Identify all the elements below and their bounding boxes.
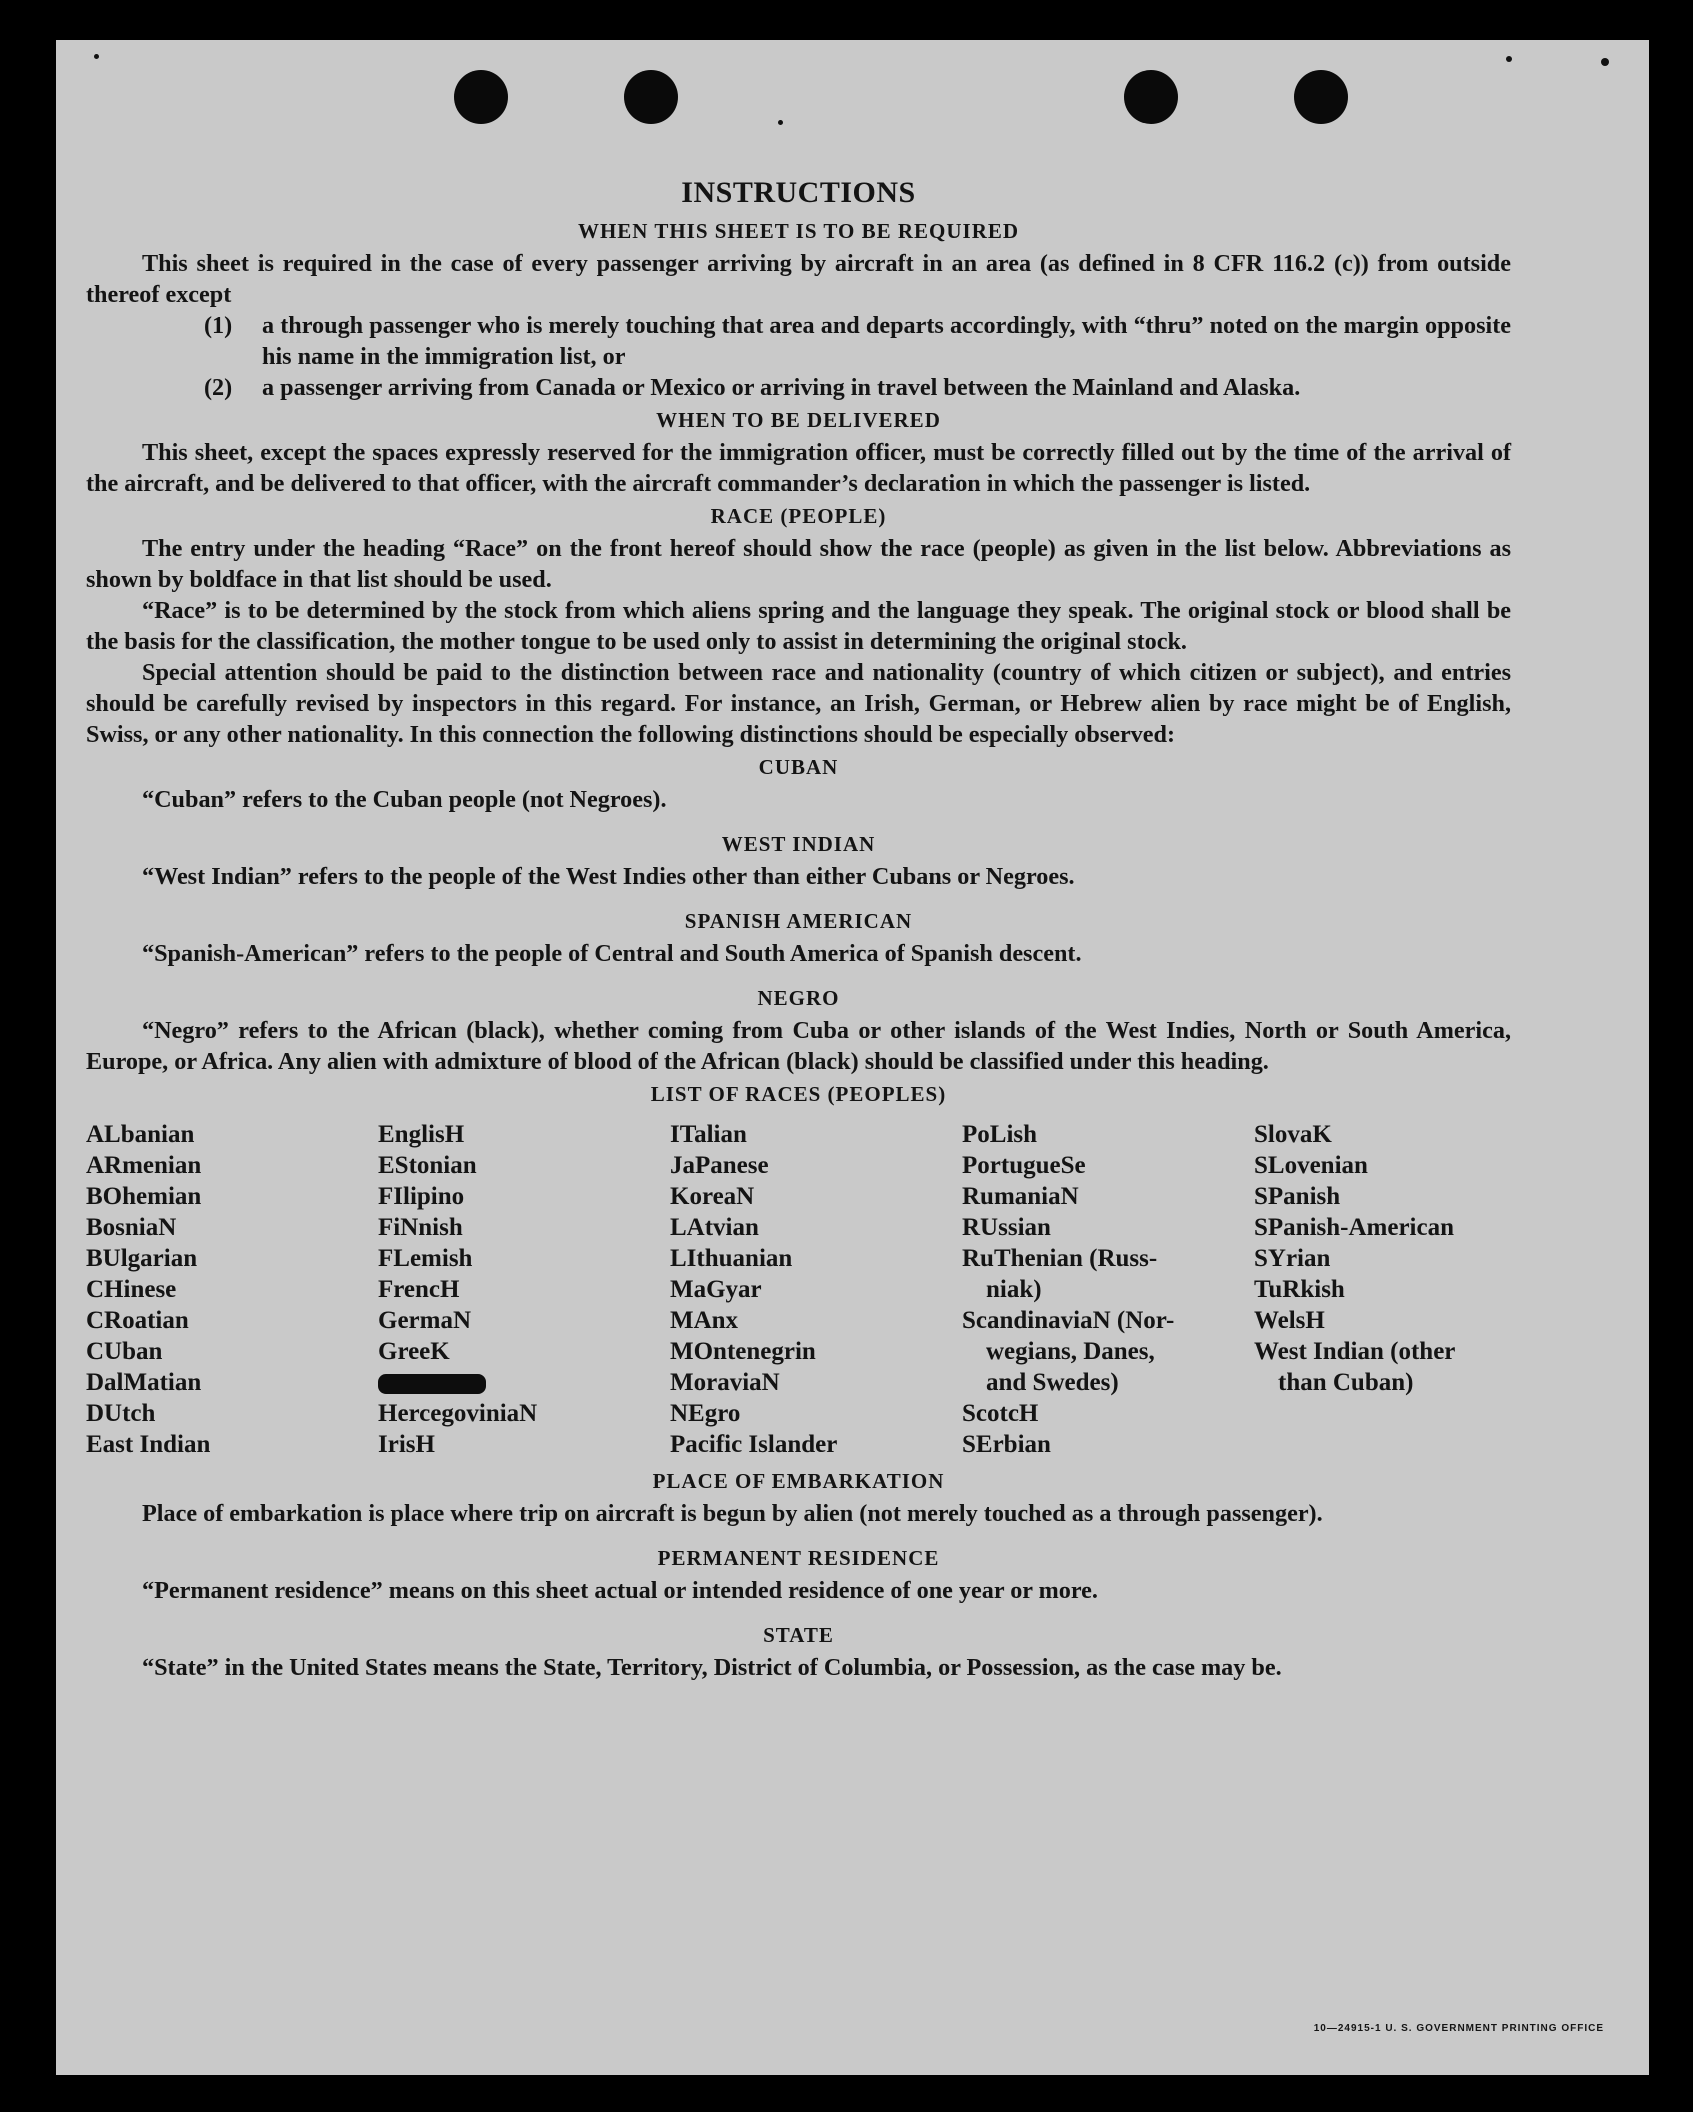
race-entry-continuation: niak) [986, 1276, 1042, 1303]
race-entry: DUtch [86, 1400, 156, 1427]
section-heading: SPANISH AMERICAN [684, 909, 913, 933]
race-entry: RuThenian (Russ- [962, 1245, 1158, 1272]
punch-hole [454, 70, 508, 124]
speck-mark [1601, 58, 1609, 66]
race-entry: LAtvian [670, 1214, 759, 1241]
paragraph: “Cuban” refers to the Cuban people (not Negroes). [142, 786, 667, 813]
race-entry: BOhemian [86, 1183, 202, 1210]
paragraph: This sheet is required in the case of every passenger arriving by aircraft in an area (as defined in 8 CFR 116.2 (c)) from outside thereof except [86, 250, 1511, 308]
race-entry: SErbian [962, 1431, 1051, 1458]
section-heading: STATE [763, 1623, 834, 1647]
race-entry: ScotcH [962, 1400, 1039, 1427]
paragraph: “Spanish-American” refers to the people of Central and South America of Spanish descent. [142, 940, 1082, 967]
races-column [86, 1119, 378, 1460]
paragraph: “Negro” refers to the African (black), whether coming from Cuba or other islands of the West Indies, North or South America, Europe, or Africa. Any alien with admixture of blood of the African (black) should be classified under this heading. [86, 1017, 1511, 1075]
race-entry: SlovaK [1254, 1121, 1332, 1148]
race-entry: FrencH [378, 1276, 460, 1303]
section-heading: CUBAN [758, 755, 839, 779]
section-heading: RACE (PEOPLE) [710, 504, 887, 528]
section-heading: WEST INDIAN [721, 832, 876, 856]
race-entry: FiNnish [378, 1214, 463, 1241]
paragraph: The entry under the heading “Race” on the front hereof should show the race (people) as given in the list below. Abbreviations as shown by boldface in that list should be used. [86, 535, 1511, 593]
race-entry: RUssian [962, 1214, 1051, 1241]
race-entry: West Indian (other [1254, 1338, 1456, 1365]
race-entry: ALbanian [86, 1121, 195, 1148]
list-item-number: (1) [204, 312, 233, 339]
race-entry: PortugueSe [962, 1152, 1086, 1179]
race-entry: CUban [86, 1338, 163, 1365]
race-entry: East Indian [86, 1431, 211, 1458]
race-entry: SPanish-American [1254, 1214, 1454, 1241]
speck-mark [778, 120, 783, 125]
page-title: INSTRUCTIONS [681, 176, 916, 209]
race-entry: WelsH [1254, 1307, 1325, 1334]
race-entry: EnglisH [378, 1121, 465, 1148]
race-entry: CHinese [86, 1276, 177, 1303]
races-column [1254, 1119, 1511, 1460]
races-list [86, 1119, 1511, 1460]
race-entry: FIlipino [378, 1183, 465, 1210]
section-heading: WHEN THIS SHEET IS TO BE REQUIRED [577, 219, 1020, 243]
race-entry: RumaniaN [962, 1183, 1079, 1210]
race-entry: ScandinaviaN (Nor- [962, 1307, 1175, 1334]
race-entry: BUlgarian [86, 1245, 198, 1272]
section-heading: NEGRO [757, 986, 840, 1010]
list-item [86, 310, 1511, 372]
race-entry: IrisH [378, 1431, 435, 1458]
races-column [378, 1119, 670, 1460]
redaction-mark [378, 1374, 486, 1394]
race-entry: BosniaN [86, 1214, 177, 1241]
race-entry: EStonian [378, 1152, 477, 1179]
punch-hole [624, 70, 678, 124]
redacted-entry [378, 1367, 670, 1398]
race-entry: GermaN [378, 1307, 472, 1334]
section-heading: PERMANENT RESIDENCE [657, 1546, 940, 1570]
race-entry: Pacific Islander [670, 1431, 838, 1458]
paragraph: “West Indian” refers to the people of the West Indies other than either Cubans or Negroes. [142, 863, 1075, 890]
race-entry: MAnx [670, 1307, 739, 1334]
race-entry: KoreaN [670, 1183, 755, 1210]
document-page [56, 40, 1649, 2075]
race-entry: SLovenian [1254, 1152, 1368, 1179]
paragraph: This sheet, except the spaces expressly reserved for the immigration officer, must be correctly filled out by the time of the arrival of the aircraft, and be delivered to that officer, with the aircraft commander’s declaration in which the passenger is listed. [86, 439, 1511, 497]
race-entry-continuation: than Cuban) [1278, 1369, 1414, 1396]
race-entry: FLemish [378, 1245, 473, 1272]
instructions-body [86, 172, 1511, 1683]
punch-hole [1124, 70, 1178, 124]
race-entry: ITalian [670, 1121, 747, 1148]
races-column [670, 1119, 962, 1460]
race-entry: MOntenegrin [670, 1338, 816, 1365]
race-entry: CRoatian [86, 1307, 189, 1334]
race-entry: GreeK [378, 1338, 450, 1365]
race-entry-continuation: wegians, Danes, [986, 1338, 1155, 1365]
paragraph: Place of embarkation is place where trip on aircraft is begun by alien (not merely touched as a through passenger). [142, 1500, 1323, 1527]
punch-hole [1294, 70, 1348, 124]
list-item-text: a through passenger who is merely touching that area and departs accordingly, with “thru” noted on the margin opposite his name in the immigration list, or [262, 312, 1511, 370]
section-heading: WHEN TO BE DELIVERED [656, 408, 941, 432]
race-entry: SPanish [1254, 1183, 1341, 1210]
section-heading: PLACE OF EMBARKATION [652, 1469, 945, 1493]
paragraph: Special attention should be paid to the distinction between race and nationality (country of which citizen or subject), and entries should be carefully revised by inspectors in this regard. For instance, an Irish, German, or Hebrew alien by race might be of English, Swiss, or any other nationality. In this connection the following distinctions should be especially observed: [86, 659, 1511, 748]
race-entry: SYrian [1254, 1245, 1331, 1272]
race-entry: NEgro [670, 1400, 741, 1427]
race-entry: TuRkish [1254, 1276, 1345, 1303]
race-entry: LIthuanian [670, 1245, 793, 1272]
race-entry: MoraviaN [670, 1369, 780, 1396]
printing-office-imprint: 10—24915-1 U. S. GOVERNMENT PRINTING OFFICE [1313, 2023, 1604, 2034]
race-entry: HercegoviniaN [378, 1400, 538, 1427]
list-item [86, 372, 1511, 403]
races-column [962, 1119, 1254, 1460]
speck-mark [1506, 56, 1512, 62]
race-entry: MaGyar [670, 1276, 762, 1303]
paragraph: “Race” is to be determined by the stock from which aliens spring and the language they speak. The original stock or blood shall be the basis for the classification, the mother tongue to be used only to assist in determining the original stock. [86, 597, 1511, 655]
list-item-text: a passenger arriving from Canada or Mexico or arriving in travel between the Mainland and Alaska. [262, 374, 1301, 401]
race-entry: DalMatian [86, 1369, 202, 1396]
paragraph: “State” in the United States means the State, Territory, District of Columbia, or Possession, as the case may be. [142, 1654, 1282, 1681]
section-heading: LIST OF RACES (PEOPLES) [650, 1082, 947, 1106]
list-item-number: (2) [204, 374, 233, 401]
paragraph: “Permanent residence” means on this sheet actual or intended residence of one year or more. [142, 1577, 1098, 1604]
race-entry: JaPanese [670, 1152, 769, 1179]
speck-mark [94, 54, 99, 59]
race-entry: ARmenian [86, 1152, 202, 1179]
race-entry-continuation: and Swedes) [986, 1369, 1119, 1396]
race-entry: PoLish [962, 1121, 1038, 1148]
